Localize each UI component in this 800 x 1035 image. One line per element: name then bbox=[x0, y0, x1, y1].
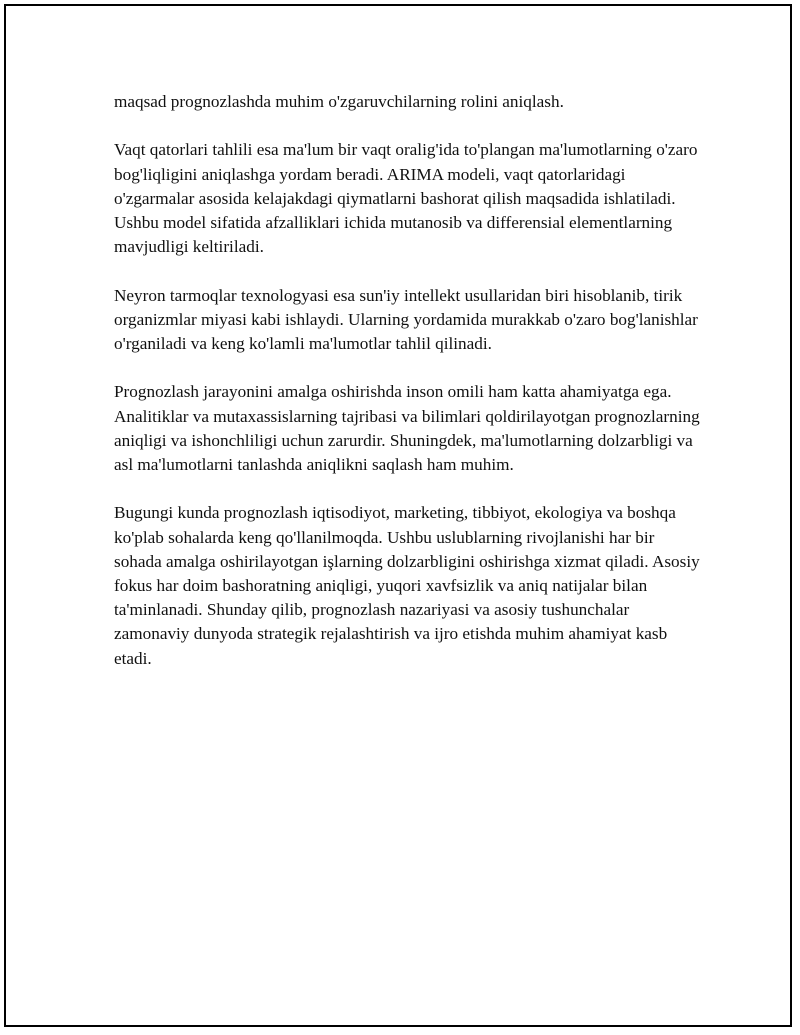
paragraph-2: Vaqt qatorlari tahlili esa ma'lum bir vaqt oralig'ida to'plangan ma'lumotlarning o'zaro bog'liqligini aniqlashga yordam beradi. ARIMA modeli, vaqt qatorlaridagi o'zgarmalar asosida kelajakdagi qiymatlarni bashorat qilish maqsadida ishlatiladi. Ushbu model sifatida afzalliklari ichida mutanosib va differensial elementlarning mavjudligi keltiriladi. bbox=[114, 140, 698, 257]
paragraph-4: Prognozlash jarayonini amalga oshirishda inson omili ham katta ahamiyatga ega. Analitiklar va mutaxassislarning tajribasi va bilimlari qoldirilayotgan prognozlarning aniqligi va ishonchliligi uchun zarurdir. Shuningdek, ma'lumotlarning dolzarbligi va asl ma'lumotlarni tanlashda aniqlikni saqlash ham muhim. bbox=[114, 382, 700, 474]
paragraph-5: Bugungi kunda prognozlash iqtisodiyot, marketing, tibbiyot, ekologiya va boshqa ko'plab sohalarda keng qo'llanilmoqda. Ushbu uslublarning rivojlanishi har bir sohada amalga oshirilayotgan işlarning dolzarbligini oshirishga xizmat qiladi. Asosiy fokus har doim bashoratning aniqligi, yuqori xavfsizlik va aniq natijalar bilan ta'minlanadi. Shunday qilib, prognozlash nazariyasi va asosiy tushunchalar zamonaviy dunyoda strategik rejalashtirish va ijro etishda muhim ahamiyat kasb etadi. bbox=[114, 503, 700, 668]
document-body bbox=[114, 90, 704, 695]
paragraph-3: Neyron tarmoqlar texnologyasi esa sun'iy intellekt usullaridan biri hisoblanib, tirik organizmlar miyasi kabi ishlaydi. Ularning yordamida murakkab o'zaro bog'lanishlar o'rganiladi va keng ko'lamli ma'lumotlar tahlil qilinadi. bbox=[114, 285, 698, 353]
paragraph-1: maqsad prognozlashda muhim o'zgaruvchilarning rolini aniqlash. bbox=[114, 92, 564, 111]
